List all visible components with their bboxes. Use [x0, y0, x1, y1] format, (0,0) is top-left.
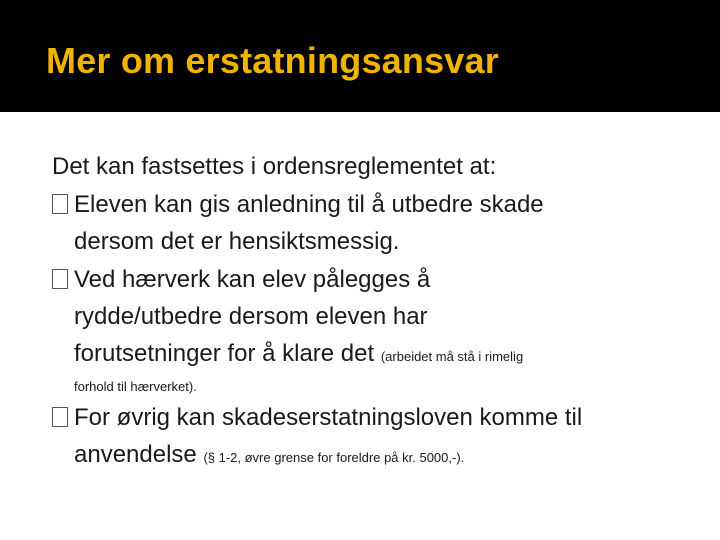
intro-line: Det kan fastsettes i ordensreglementet at: — [52, 153, 497, 180]
bullet-2-note-1: (arbeidet må stå i rimelig — [380, 349, 524, 364]
bullet-2-line-3 — [74, 341, 523, 367]
bullet-2-text-3: forutsetninger for å klare det — [74, 340, 375, 367]
bullet-1-line-1 — [52, 192, 544, 218]
bullet-2-text-1: Ved hærverk kan elev pålegges å — [74, 266, 431, 293]
slide-title: Mer om erstatningsansvar — [46, 40, 499, 81]
bullet-2-line-2: rydde/utbedre dersom eleven har — [74, 303, 428, 330]
slide-content — [0, 112, 720, 540]
square-bullet-icon — [52, 269, 68, 289]
square-bullet-icon — [52, 407, 68, 427]
bullet-1-text-1: Eleven kan gis anledning til å utbedre skade — [74, 191, 544, 218]
square-bullet-icon — [52, 194, 68, 214]
bullet-3-note: (§ 1-2, øvre grense for foreldre på kr. 5000,-). — [203, 450, 465, 465]
bullet-1-line-2: dersom det er hensiktsmessig. — [74, 228, 400, 255]
title-bar — [0, 0, 720, 112]
bullet-2-line-4: forhold til hærverket). — [74, 379, 197, 394]
bullet-3-text-1: For øvrig kan skadeserstatningsloven komme til — [74, 404, 583, 431]
bullet-3-line-1 — [52, 405, 582, 431]
bullet-3-text-2: anvendelse — [74, 441, 197, 468]
bullet-2-line-1 — [52, 267, 430, 293]
bullet-3-line-2 — [74, 442, 464, 468]
